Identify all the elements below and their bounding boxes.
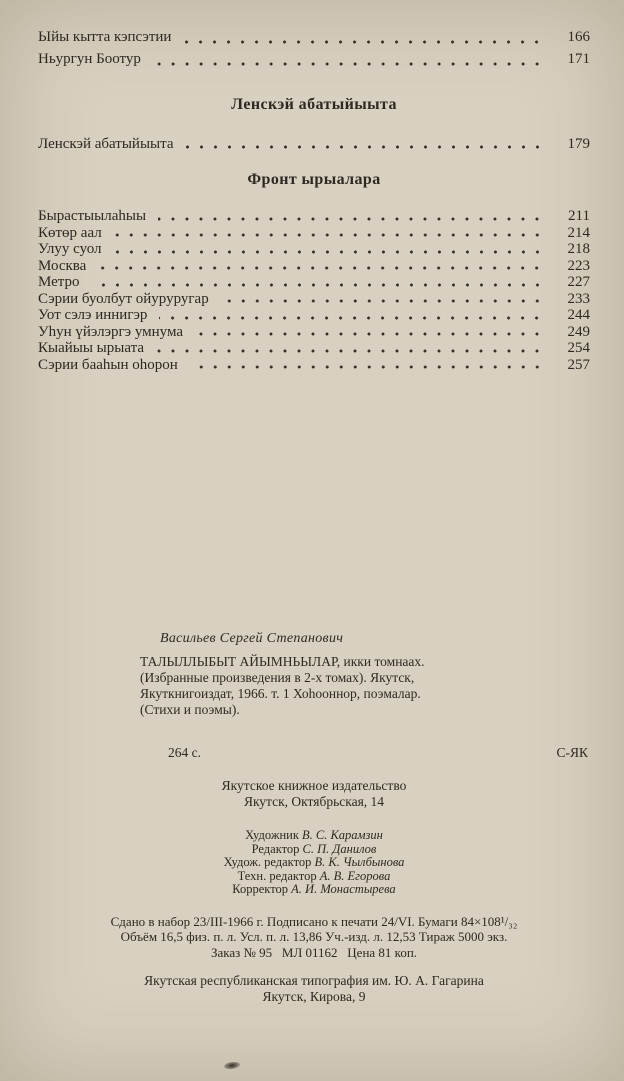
pages-note: 264 с. [168, 745, 201, 760]
toc-entry-page: 223 [567, 257, 590, 274]
toc-entry-page: 171 [567, 51, 590, 67]
toc-entry-page: 233 [567, 290, 590, 307]
toc-entry-title: Кыайыы ырыата [38, 340, 144, 356]
dot-leader [114, 233, 544, 237]
credit-role: Техн. редактор [237, 868, 317, 883]
dot-leader [98, 266, 544, 270]
blank-gap [38, 373, 590, 631]
toc-entry [38, 274, 590, 291]
credit-name: А. И. Монастырева [291, 882, 396, 896]
credit-line [38, 843, 590, 857]
dot-leader [158, 217, 544, 221]
printer-block [38, 973, 590, 1005]
credit-role: Корректор [232, 882, 289, 896]
credit-line [38, 856, 590, 870]
credit-name: В. К. Чылбынова [314, 855, 405, 869]
toc-entry-title: Уһун үйэлэргэ умнума [38, 323, 184, 340]
toc-entry-page: 249 [567, 323, 590, 340]
toc-entry [38, 225, 590, 242]
bibliography-block [140, 654, 520, 718]
toc-entry-title: Москва [38, 257, 87, 274]
dot-leader [183, 40, 544, 44]
publisher-line: Якутское книжное издательство [221, 778, 407, 793]
toc-entry-title: Уот сэлэ иннигэр [38, 307, 148, 323]
bibliography-line: Якуткнигоиздат, 1966. т. 1 Хоһооннор, поэмалар. [140, 686, 421, 701]
toc-entry [38, 208, 590, 225]
toc-entry-page: 211 [568, 208, 590, 224]
toc-entry-page: 244 [567, 307, 590, 323]
credit-name: В. С. Карамзин [302, 828, 383, 842]
index-code: С-ЯК [556, 745, 588, 760]
dot-leader [153, 62, 544, 66]
dot-leader [92, 283, 544, 287]
ink-smudge [224, 1061, 241, 1070]
toc-entry-title: Сэрии бааһын оһорон [38, 356, 178, 373]
toc-entry [38, 340, 590, 357]
credit-name: А. В. Егорова [319, 868, 391, 883]
dot-leader [156, 349, 544, 353]
toc-entry-title: Ыйы кытта кэпсэтии [38, 29, 172, 45]
toc-entry [38, 136, 590, 153]
printer-line: Якутская республиканская типография им. Ю. А. Гагарина [144, 973, 484, 988]
toc-entry-page: 179 [567, 136, 590, 152]
credit-line [38, 870, 590, 884]
bibliography-line: ТАЛЫЛЛЫБЫТ АЙЫМНЬЫЛАР, икки томнаах. [140, 654, 425, 669]
section-heading: Ленскэй абатыйыыта [231, 96, 397, 113]
credit-role: Художник [245, 828, 299, 842]
toc-entry-page: 218 [567, 241, 590, 257]
credit-line [38, 883, 590, 897]
toc-entry [38, 307, 590, 324]
toc-entry [38, 241, 590, 258]
toc-entry-title: Метро [38, 274, 80, 290]
toc-entry-page: 214 [567, 224, 590, 241]
colophon-author: Васильев Сергей Степанович [160, 631, 344, 646]
printer-line: Якутск, Кирова, 9 [262, 989, 366, 1004]
toc-entry [38, 48, 590, 70]
imprint-block [38, 914, 590, 961]
credit-role: Редактор [251, 841, 300, 856]
toc-entry [38, 291, 590, 308]
toc-entry [38, 324, 590, 341]
dot-leader [190, 365, 544, 369]
pages-row [38, 745, 590, 761]
publisher-block [38, 778, 590, 810]
publisher-line: Якутск, Октябрьская, 14 [243, 794, 385, 809]
dot-leader [186, 145, 545, 149]
bibliography-line: (Избранные произведения в 2-х томах). Якутск, [140, 670, 415, 685]
dot-leader [195, 332, 544, 336]
bibliography-line: (Стихи и поэмы). [140, 702, 240, 717]
imprint-line: Сдано в набор 23/III-1966 г. Подписано к печати 24/VI. Бумаги 84×108¹/₃₂ [110, 913, 518, 929]
dot-leader [221, 299, 544, 303]
dot-leader [159, 316, 544, 320]
toc-entry-page: 166 [567, 29, 590, 45]
toc-entry-page: 257 [567, 356, 590, 373]
dot-leader [114, 250, 544, 254]
toc-entry-title: Көтөр аал [38, 224, 102, 241]
credits-block [38, 829, 590, 897]
toc-entry-title: Ньургун Боотур [38, 51, 141, 67]
toc-entry-page: 254 [567, 340, 590, 356]
toc-entry [38, 258, 590, 275]
imprint-line: Объём 16,5 физ. п. л. Усл. п. л. 13,86 Уч.-изд. л. 12,53 Тираж 5000 экз. [120, 929, 508, 944]
credit-name: С. П. Данилов [302, 841, 377, 856]
section-heading: Фронт ырыалара [247, 171, 381, 188]
imprint-line: Заказ № 95 МЛ 01162 Цена 81 коп. [210, 944, 418, 960]
toc-section-list [38, 208, 590, 373]
toc-section-list [38, 136, 590, 153]
credit-role: Худож. редактор [223, 855, 312, 869]
toc-entry-title: Улуу суол [38, 241, 102, 257]
toc-entry [38, 357, 590, 374]
toc-entry-title: Сэрии буолбут ойуруругар [38, 290, 209, 307]
toc-entry-title: Бырастыылаһыы [38, 208, 147, 224]
credit-line [38, 829, 590, 843]
toc-entry-page: 227 [567, 274, 590, 290]
toc-entry-title: Ленскэй абатыйыыта [38, 136, 174, 152]
toc-entry [38, 26, 590, 48]
toc-top-list [38, 26, 590, 70]
colophon [38, 631, 590, 1005]
